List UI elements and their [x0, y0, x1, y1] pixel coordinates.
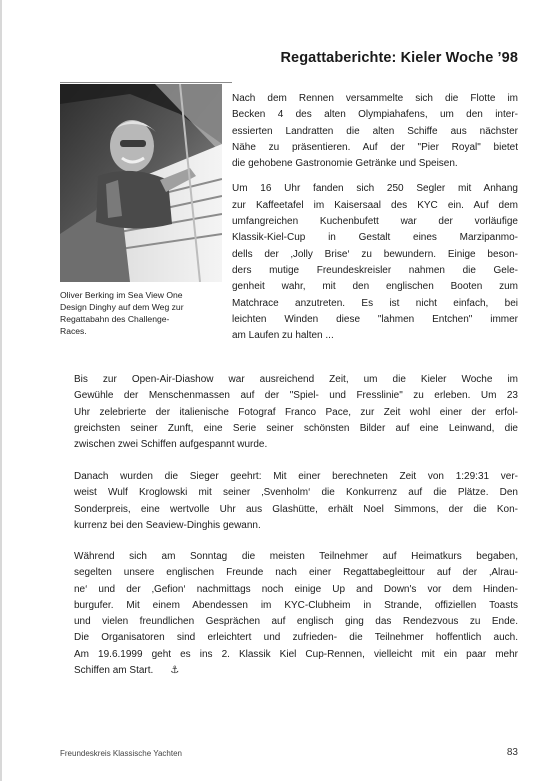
text-line: umfangreichen Kuchenbufett war der vorläufige [232, 216, 518, 228]
paragraph-coffee [232, 181, 518, 344]
text-line: ders mutige Freundeskreisler nahmen die Gele- [232, 264, 518, 276]
text-line: Bis zur Open-Air-Diashow war ausreichend Zeit, um die Kieler Woche im [74, 374, 518, 385]
text-line: genheit wahr, mit den englischen Booten zum [232, 281, 518, 293]
footer-publication: Freundeskreis Klassische Yachten [60, 749, 182, 758]
sailor-photo [60, 84, 222, 282]
text-line: burgufer. Mit einem Abendessen im KYC-Clubheim in Strande, offiziellen Toasts [74, 599, 518, 611]
text-line: ne‘ und der ‚Gefion‘ nachmittags noch einige Up and Down's vor dem Hinden- [74, 583, 518, 595]
text-line: Sonderpreis, eine wertvolle Uhr aus Glashütte, erhält Noel Simmons, der die Kon- [74, 503, 518, 515]
text-line: essierten Landratten die alten Schiffe aus nächster [232, 125, 518, 137]
text-line: Nach dem Rennen versammelte sich die Flotte im [232, 93, 518, 104]
text-line: Matchrace anzutreten. Es ist nicht einfach, bei [232, 297, 518, 309]
title-rule [60, 82, 232, 83]
text-line: greichsten seiner Zunft, eine Serie seiner schönsten Bilder auf eine Leinwand, die [74, 422, 518, 434]
text-line: kurrenz bei den Seaview-Dinghis gewann. [74, 519, 261, 531]
text-line: zwischen zwei Schiffen aufgespannt wurde. [74, 439, 268, 451]
text-line: Während sich am Sonntag die meisten Teilnehmer auf Heimatkurs begaben, [74, 551, 518, 562]
text-line: die gehobene Gastronomie Getränke und Speisen. [232, 158, 458, 170]
caption-line: Races. [60, 326, 87, 336]
text-line-content: Schiffen am Start. [74, 665, 154, 677]
caption-line: Oliver Berking im Sea View One [60, 290, 183, 300]
text-line: Nähe zu präsentieren. Auf der "Pier Royal" bietet [232, 141, 518, 153]
text-line: leichten Winden diese "lahmen Entchen" immer [232, 313, 518, 325]
text-line: zur Kaffeetafel im Kaisersaal des KYC ein. Auf dem [232, 199, 518, 211]
paragraph-harbour [232, 91, 518, 172]
paragraph-diashow [60, 372, 518, 453]
text-line: weist Wulf Kroglowski mit seiner ‚Svenholm‘ die Konkurrenz auf die Plätze. Den [74, 487, 518, 499]
text-line: Uhr zelebrierte der italienische Fotograf Franco Pace, zur Zeit wohl einer der erfol- [74, 406, 518, 418]
text-line: Gewühle der Menschenmassen auf der "Spiel- und Fresslinie" zu erleben. Um 23 [74, 390, 518, 402]
text-line: Klassik-Kiel-Cup in Gestalt eines Marzipanmo- [232, 232, 518, 244]
paragraph-winners [60, 469, 518, 534]
text-line: Becken 4 des alten Olympiahafens, um den inter- [232, 109, 518, 121]
paragraph-sunday [60, 549, 518, 679]
text-line: Am 19.6.1999 geht es ins 2. Klassik Kiel Cup-Rennen, vielleicht mit ein paar mehr [74, 648, 518, 660]
text-line: segelten unsere englischen Freunde nach einer Regattabegleittour auf der ‚Alrau- [74, 567, 518, 579]
text-line [60, 663, 518, 679]
page-number: 83 [506, 747, 518, 758]
text-line: Danach wurden die Sieger geehrt: Mit einer berechneten Zeit von 1:29:31 ver- [74, 471, 518, 482]
page-title: Regattaberichte: Kieler Woche ’98 [280, 50, 518, 66]
text-line: am Laufen zu halten ... [232, 330, 334, 342]
caption-line: Design Dinghy auf dem Weg zur [60, 302, 184, 312]
end-mark-icon: ⚓ [170, 665, 180, 677]
text-line: dells der ‚Jolly Brise‘ zu bewundern. Einige beson- [232, 248, 518, 260]
photo-caption [60, 289, 225, 337]
text-line: Um 16 Uhr fanden sich 250 Segler mit Anhang [232, 183, 518, 195]
caption-line: Regattabahn des Challenge- [60, 314, 170, 324]
text-line: und vielen freundlichen Gesprächen auf englisch ging das Rendezvous zu Ende. [74, 616, 518, 628]
text-line: Die Organisatoren sind erleichtert und zufrieden- die Teilnehmer hoffentlich auch. [74, 632, 518, 644]
right-column-text [232, 91, 518, 353]
